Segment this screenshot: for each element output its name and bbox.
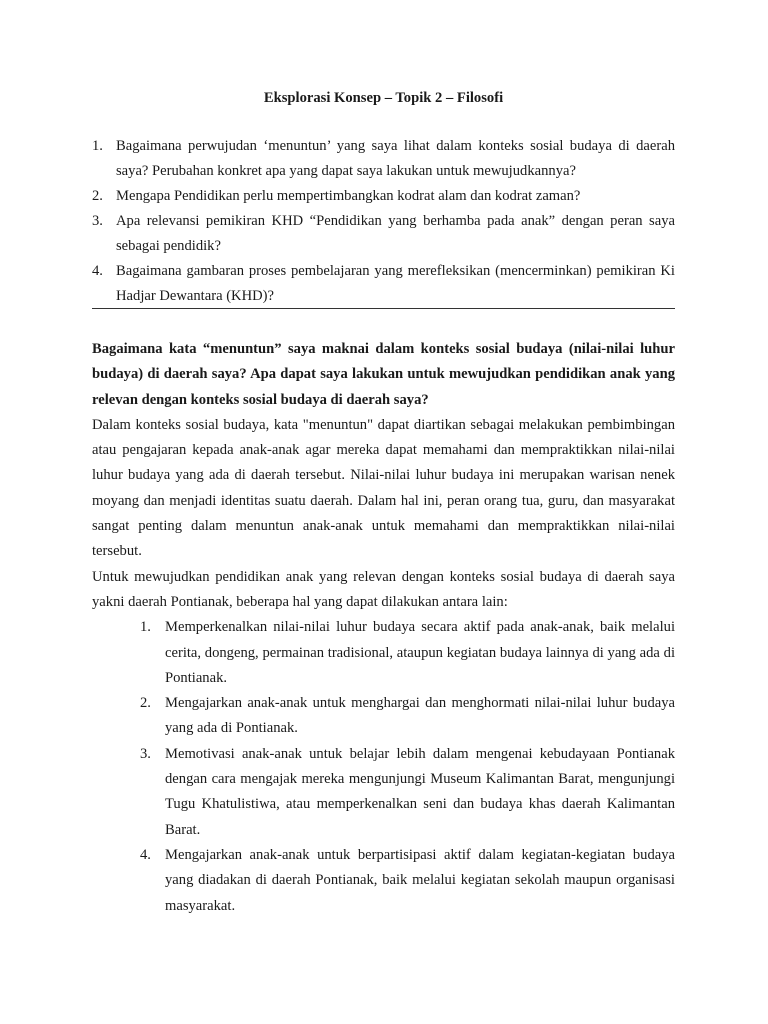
action-text: Mengajarkan anak-anak untuk menghargai dan menghormati nilai-nilai luhur budaya yang ada di Pontianak. xyxy=(165,695,675,737)
action-number: 1. xyxy=(140,619,151,636)
question-number: 1. xyxy=(92,138,103,154)
action-text: Memperkenalkan nilai-nilai luhur budaya secara aktif pada anak-anak, baik melalui cerita, dongeng, permainan tradisional, ataupun kegiatan budaya lainnya di yang ada di Pontianak. xyxy=(165,619,675,686)
action-item xyxy=(92,843,675,919)
question-text: Bagaimana perwujudan ‘menuntun’ yang saya lihat dalam konteks sosial budaya di daerah saya? Perubahan konkret apa yang dapat saya lakukan untuk mewujudkannya? xyxy=(116,138,675,179)
action-text: Memotivasi anak-anak untuk belajar lebih dalam mengenai kebudayaan Pontianak dengan cara mengajak mereka mengunjungi Museum Kalimantan Barat, mengunjungi Tugu Khatulistiwa, atau memperkenalkan seni dan budaya khas daerah Kalimantan Barat. xyxy=(165,745,675,838)
action-item xyxy=(92,615,675,691)
question-number: 4. xyxy=(92,263,103,279)
question-item xyxy=(92,259,675,309)
action-number: 4. xyxy=(140,846,151,863)
action-number: 3. xyxy=(140,745,151,762)
question-text: Bagaimana gambaran proses pembelajaran yang merefleksikan (mencerminkan) pemikiran Ki Hadjar Dewantara (KHD)? xyxy=(116,263,675,304)
question-number: 2. xyxy=(92,188,103,204)
question-number: 3. xyxy=(92,213,103,229)
question-item xyxy=(92,134,675,184)
paragraph-context: Dalam konteks sosial budaya, kata "menuntun" dapat diartikan sebagai melakukan pembimbingan atau pengajaran kepada anak-anak agar mereka dapat memahami dan mempraktikkan nilai-nilai luhur budaya yang ada di daerah tersebut. Nilai-nilai luhur budaya ini merupakan warisan nenek moyang dan menjadi identitas suatu daerah. Dalam hal ini, peran orang tua, guru, dan masyarakat sangat penting dalam menuntun anak-anak untuk memahami dan mempraktikkan nilai-nilai tersebut. xyxy=(92,416,675,560)
paragraph-intro: Untuk mewujudkan pendidikan anak yang relevan dengan konteks sosial budaya di daerah saya yakni daerah Pontianak, beberapa hal yang dapat dilakukan antara lain: xyxy=(92,568,675,610)
question-item xyxy=(92,184,675,209)
action-number: 2. xyxy=(140,695,151,712)
question-item xyxy=(92,209,675,259)
question-text: Mengapa Pendidikan perlu mempertimbangkan kodrat alam dan kodrat zaman? xyxy=(116,188,581,204)
action-item xyxy=(92,742,675,843)
document-title: Eksplorasi Konsep – Topik 2 – Filosofi xyxy=(263,90,504,106)
horizontal-divider xyxy=(92,308,675,309)
action-list xyxy=(92,615,675,919)
action-item xyxy=(92,691,675,742)
section-heading: Bagaimana kata “menuntun” saya maknai dalam konteks sosial budaya (nilai-nilai luhur budaya) di daerah saya? Apa dapat saya lakukan untuk mewujudkan pendidikan anak yang relevan dengan konteks sosial budaya di daerah saya? xyxy=(92,341,675,408)
question-text: Apa relevansi pemikiran KHD “Pendidikan yang berhamba pada anak” dengan peran saya sebagai pendidik? xyxy=(116,213,675,254)
answer-section xyxy=(92,337,675,919)
action-text: Mengajarkan anak-anak untuk berpartisipasi aktif dalam kegiatan-kegiatan budaya yang diadakan di daerah Pontianak, baik melalui kegiatan sekolah maupun organisasi masyarakat. xyxy=(165,846,675,914)
question-list xyxy=(92,134,675,309)
